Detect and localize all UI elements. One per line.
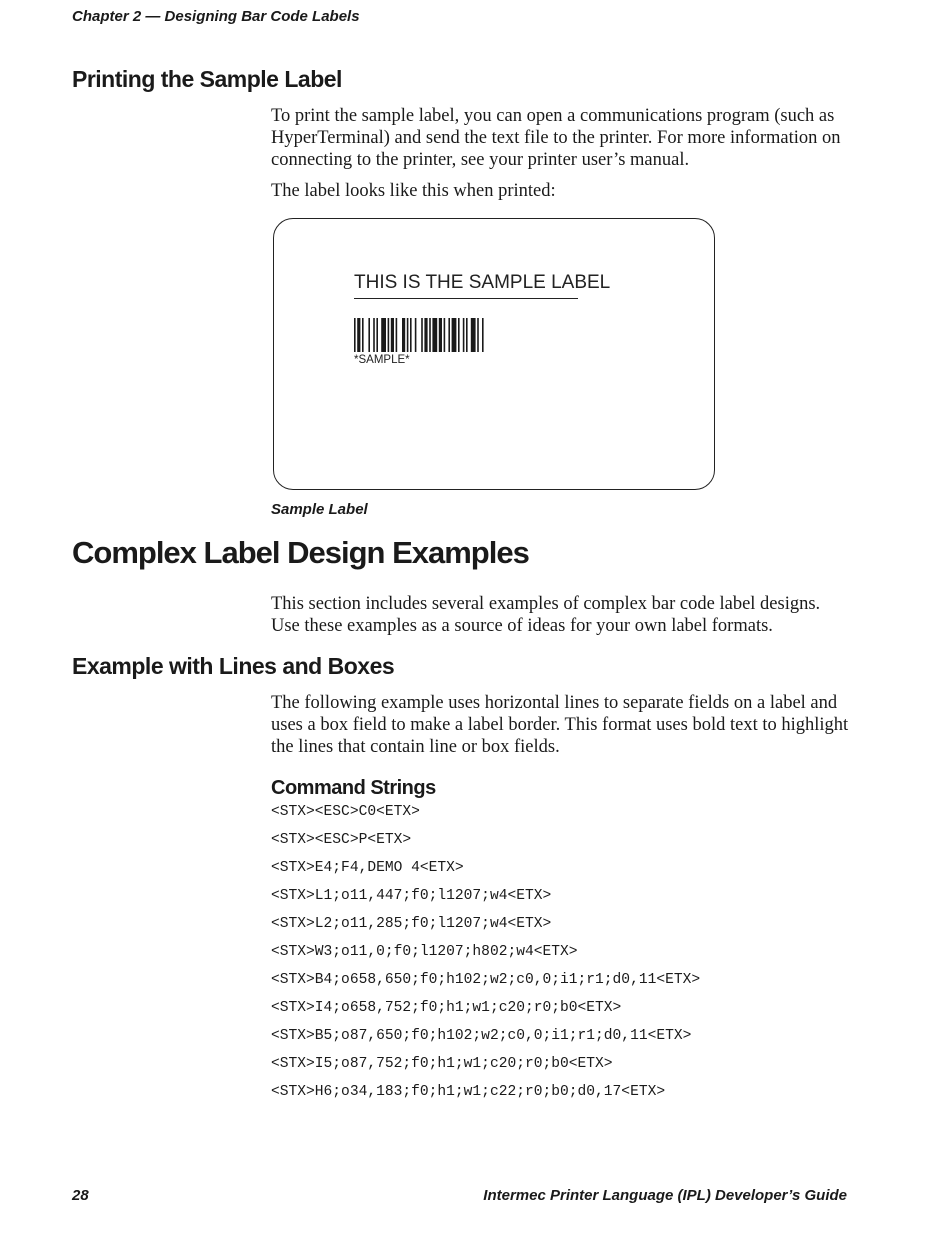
section-heading-complex: Complex Label Design Examples (72, 535, 529, 570)
command-line: <STX><ESC>P<ETX> (271, 832, 412, 848)
barcode-bar (421, 318, 423, 352)
barcode-bar (429, 318, 431, 352)
barcode-human-readable: *SAMPLE* (354, 354, 410, 366)
command-line: <STX>W3;o11,0;f0;l1207;h802;w4<ETX> (271, 944, 578, 960)
sample-label-title: THIS IS THE SAMPLE LABEL (354, 272, 611, 293)
barcode-bar (448, 318, 450, 352)
barcode-bar (482, 318, 484, 352)
command-line: <STX>E4;F4,DEMO 4<ETX> (271, 860, 464, 876)
command-line: <STX>L2;o11,285;f0;l1207;w4<ETX> (271, 916, 552, 932)
barcode-bar (463, 318, 465, 352)
barcode-bar (432, 318, 437, 352)
barcode-bar (357, 318, 360, 352)
guide-title: Intermec Printer Language (IPL) Developer’s Guide (483, 1187, 847, 1204)
command-strings-list (271, 803, 700, 1111)
barcode-bar (362, 318, 364, 352)
barcode-bar (458, 318, 460, 352)
barcode-bar (388, 318, 390, 352)
section-heading-printing: Printing the Sample Label (72, 66, 342, 92)
barcode-bar (452, 318, 457, 352)
barcode-bar (396, 318, 398, 352)
page-number: 28 (72, 1187, 89, 1204)
barcode-bar (410, 318, 412, 352)
barcode-bar (376, 318, 378, 352)
barcode-bar (381, 318, 386, 352)
lines-boxes-paragraph: The following example uses horizontal lines to separate fields on a label and uses a box field to make a label border. This format uses bold text to highlight the lines that contain line or box fields. (271, 693, 849, 757)
command-line: <STX>I4;o658,752;f0;h1;w1;c20;r0;b0<ETX> (271, 1000, 622, 1016)
barcode-bar (477, 318, 479, 352)
printing-paragraph: To print the sample label, you can open a communications program (such as HyperTerminal) and send the text file to the printer. For more information on connecting to the printer, see your printer user’s manual. (271, 106, 841, 170)
barcode-bar (354, 318, 356, 352)
barcode-bar (424, 318, 427, 352)
command-line: <STX>B4;o658,650;f0;h102;w2;c0,0;i1;r1;d0,11<ETX> (271, 972, 701, 988)
barcode-bar (466, 318, 468, 352)
section-heading-lines-boxes: Example with Lines and Boxes (72, 653, 395, 679)
barcode-bar (407, 318, 409, 352)
command-line: <STX>I5;o87,752;f0;h1;w1;c20;r0;b0<ETX> (271, 1056, 613, 1072)
barcode-bar (415, 318, 417, 352)
complex-paragraph: This section includes several examples of complex bar code label designs. Use these examples as a source of ideas for your own label formats. (271, 594, 821, 636)
command-strings-heading: Command Strings (271, 777, 436, 799)
sample-label-figure (273, 218, 715, 490)
barcode-bar (373, 318, 375, 352)
figure-caption: Sample Label (271, 501, 368, 518)
command-line: <STX>B5;o87,650;f0;h102;w2;c0,0;i1;r1;d0,11<ETX> (271, 1028, 692, 1044)
barcode-bar (391, 318, 394, 352)
command-line: <STX><ESC>C0<ETX> (271, 804, 420, 820)
barcode-bar (439, 318, 442, 352)
barcode-bar (471, 318, 476, 352)
barcode-bar (402, 318, 405, 352)
barcode-bar (444, 318, 446, 352)
barcode-graphic (354, 318, 552, 352)
command-line: <STX>H6;o34,183;f0;h1;w1;c22;r0;b0;d0,17<ETX> (271, 1084, 666, 1100)
running-head: Chapter 2 — Designing Bar Code Labels (72, 8, 360, 25)
sample-label-underline (354, 298, 578, 299)
printing-intro-paragraph: The label looks like this when printed: (271, 181, 556, 201)
command-line: <STX>L1;o11,447;f0;l1207;w4<ETX> (271, 888, 552, 904)
barcode-bar (368, 318, 370, 352)
